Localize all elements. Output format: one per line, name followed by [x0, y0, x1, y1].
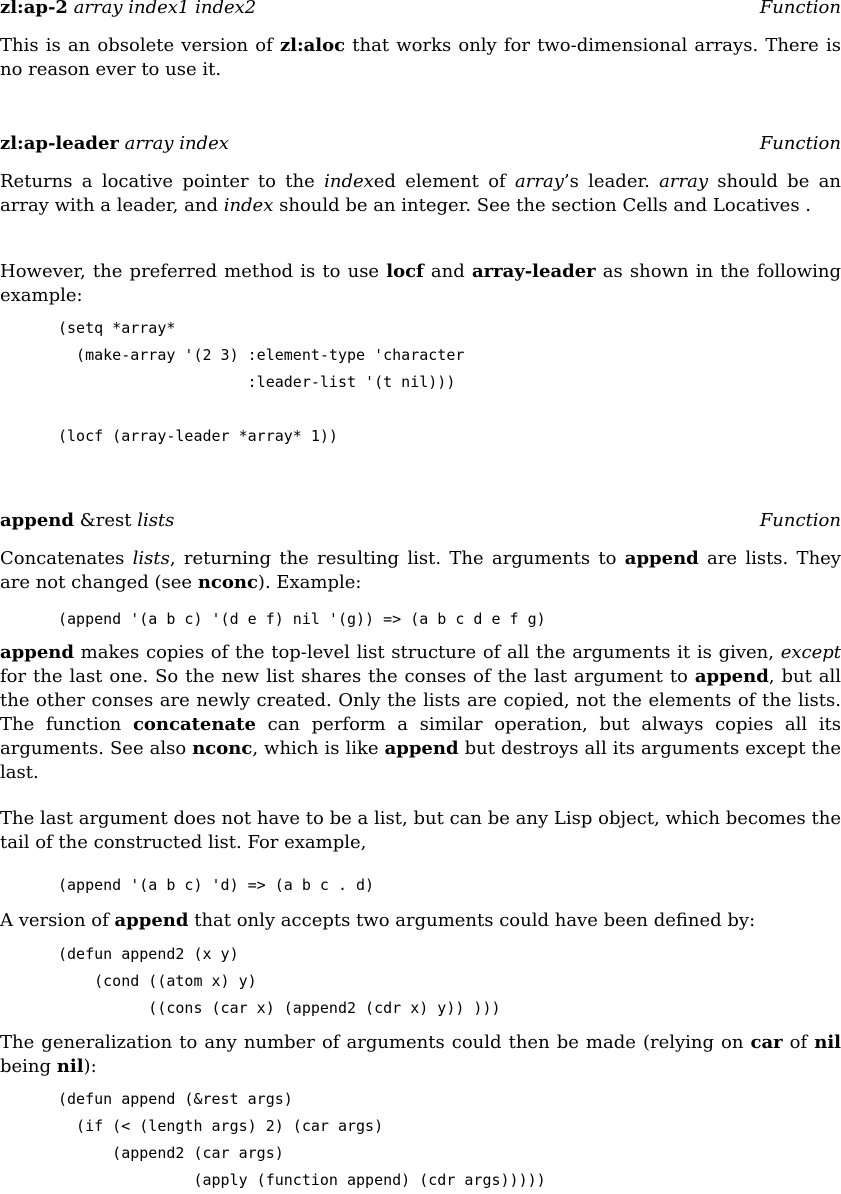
- entry-kind: Function: [759, 510, 841, 531]
- code-example: [58, 872, 374, 899]
- description-paragraph: This is an obsolete version of zl:aloc that works only for two-dimensional arrays. There is no reason ever to use it.: [0, 35, 841, 80]
- code-line: (if (< (length args) 2) (car args): [58, 1117, 384, 1135]
- code-line: ((cons (car x) (append2 (cdr x) y)) ))): [58, 999, 501, 1017]
- description-paragraph: Concatenates lists, returning the resulting list. The arguments to append are lists. They are not changed (see nconc). Example:: [0, 548, 841, 593]
- code-line: (cond ((atom x) y): [58, 972, 257, 990]
- code-example: [58, 1086, 546, 1194]
- entry-kind: Function: [759, 0, 841, 18]
- code-line: (make-array '(2 3) :element-type 'character: [58, 346, 465, 364]
- code-line: (locf (array-leader *array* 1)): [58, 427, 338, 445]
- two-argument-paragraph: A version of append that only accepts two arguments could have been defined by:: [0, 910, 756, 931]
- preferred-method-paragraph: However, the preferred method is to use locf and array-leader as shown in the following example:: [0, 261, 841, 306]
- code-example: [58, 315, 464, 450]
- entry-kind: Function: [759, 133, 841, 154]
- entry-header-append: [0, 510, 841, 532]
- function-reference: zl:aloc: [279, 35, 346, 56]
- function-args: array index: [124, 133, 229, 154]
- code-example: [58, 606, 546, 633]
- function-args: lists: [137, 510, 175, 531]
- function-name: zl:ap-2: [0, 0, 68, 18]
- code-example: [58, 941, 501, 1022]
- generalization-paragraph: The generalization to any number of arguments could then be made (relying on car of nil being nil):: [0, 1032, 841, 1077]
- code-line: (setq *array*: [58, 319, 176, 337]
- code-line: (apply (function append) (cdr args))))): [58, 1171, 546, 1189]
- last-argument-paragraph: The last argument does not have to be a list, but can be any Lisp object, which becomes the tail of the constructed list. For example,: [0, 808, 841, 853]
- function-name: append: [0, 510, 74, 531]
- code-line: (append '(a b c) '(d e f) nil '(g)) => (a b c d e f g): [58, 610, 546, 628]
- code-line: (defun append2 (x y): [58, 945, 239, 963]
- code-line: :leader-list '(t nil))): [58, 373, 456, 391]
- description-paragraph: Returns a locative pointer to the indexed element of array’s leader. array should be an array with a leader, and index should be an integer. See the section Cells and Locatives .: [0, 171, 841, 216]
- function-args: array index1 index2: [73, 0, 257, 18]
- copy-semantics-paragraph: append makes copies of the top-level list structure of all the arguments it is given, except for the last one. So the new list shares the conses of the last argument to append, but all the other conses are newly created. Only the lists are copied, not the elements of the lists. The function concatenate can perform a similar operation, but always copies all its arguments. See also nconc, which is like append but destroys all its arguments except the last.: [0, 642, 841, 783]
- code-line: (append '(a b c) 'd) => (a b c . d): [58, 876, 375, 894]
- code-line: [58, 396, 464, 423]
- code-line: (defun append (&rest args): [58, 1090, 293, 1108]
- function-name: zl:ap-leader: [0, 133, 119, 154]
- lambda-keyword: &rest: [79, 510, 132, 531]
- entry-header-zl-ap-leader: [0, 133, 841, 155]
- entry-header-zl-ap-2: [0, 0, 841, 19]
- code-line: (append2 (car args): [58, 1144, 284, 1162]
